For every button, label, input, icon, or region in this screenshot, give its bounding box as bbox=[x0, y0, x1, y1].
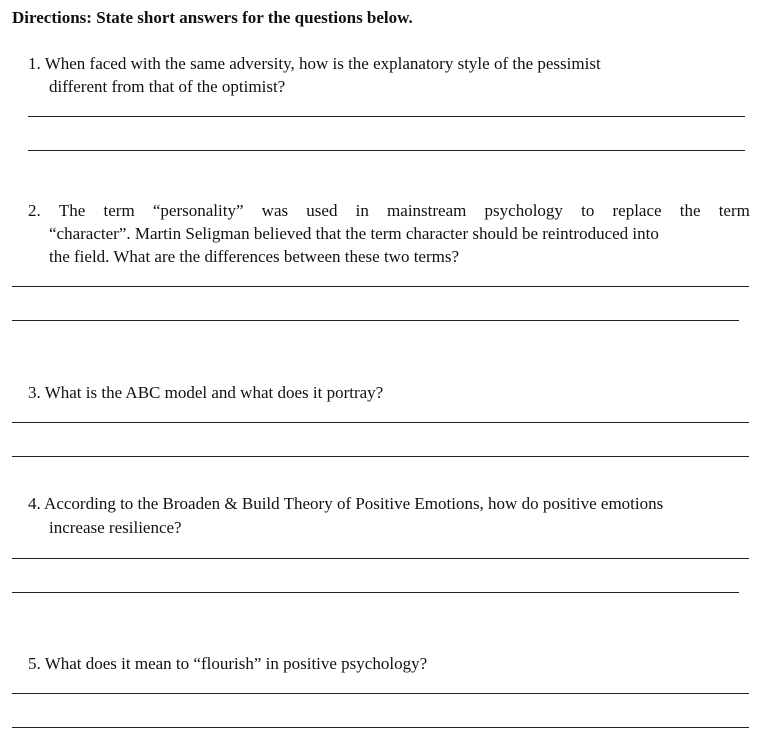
word: psychology bbox=[484, 201, 563, 220]
question-4-line-1: 4. According to the Broaden & Build Theory of Positive Emotions, how do positive emotions bbox=[28, 494, 664, 513]
answer-line[interactable] bbox=[12, 286, 749, 287]
question-1-line-1: 1. When faced with the same adversity, how is the explanatory style of the pessimist bbox=[28, 54, 601, 73]
answer-line[interactable] bbox=[12, 558, 749, 559]
question-5-line-1: 5. What does it mean to “flourish” in positive psychology? bbox=[28, 654, 428, 673]
answer-line[interactable] bbox=[28, 116, 745, 117]
word: in bbox=[355, 201, 369, 220]
directions-heading: Directions: State short answers for the questions below. bbox=[12, 8, 413, 27]
word: “personality” bbox=[152, 201, 244, 220]
answer-line[interactable] bbox=[12, 422, 749, 423]
answer-line[interactable] bbox=[12, 727, 749, 728]
answer-line[interactable] bbox=[12, 693, 749, 694]
word: mainstream bbox=[387, 201, 467, 220]
question-2-line-3: the field. What are the differences between these two terms? bbox=[49, 247, 460, 266]
word: was bbox=[261, 201, 289, 220]
word: term bbox=[103, 201, 135, 220]
question-1-line-2: different from that of the optimist? bbox=[49, 77, 286, 96]
word: 2. bbox=[28, 201, 41, 220]
answer-line[interactable] bbox=[28, 150, 745, 151]
question-2-line-2: “character”. Martin Seligman believed that the term character should be reintroduced into bbox=[49, 224, 659, 243]
answer-line[interactable] bbox=[12, 592, 739, 593]
word: The bbox=[58, 201, 86, 220]
question-4-line-2: increase resilience? bbox=[49, 518, 182, 537]
word: term bbox=[718, 201, 750, 220]
word: used bbox=[306, 201, 338, 220]
question-2-line-1 bbox=[28, 199, 750, 222]
word: the bbox=[679, 201, 701, 220]
answer-line[interactable] bbox=[12, 456, 749, 457]
word: to bbox=[581, 201, 595, 220]
answer-line[interactable] bbox=[12, 320, 739, 321]
word: replace bbox=[612, 201, 662, 220]
question-3-line-1: 3. What is the ABC model and what does it portray? bbox=[28, 383, 384, 402]
